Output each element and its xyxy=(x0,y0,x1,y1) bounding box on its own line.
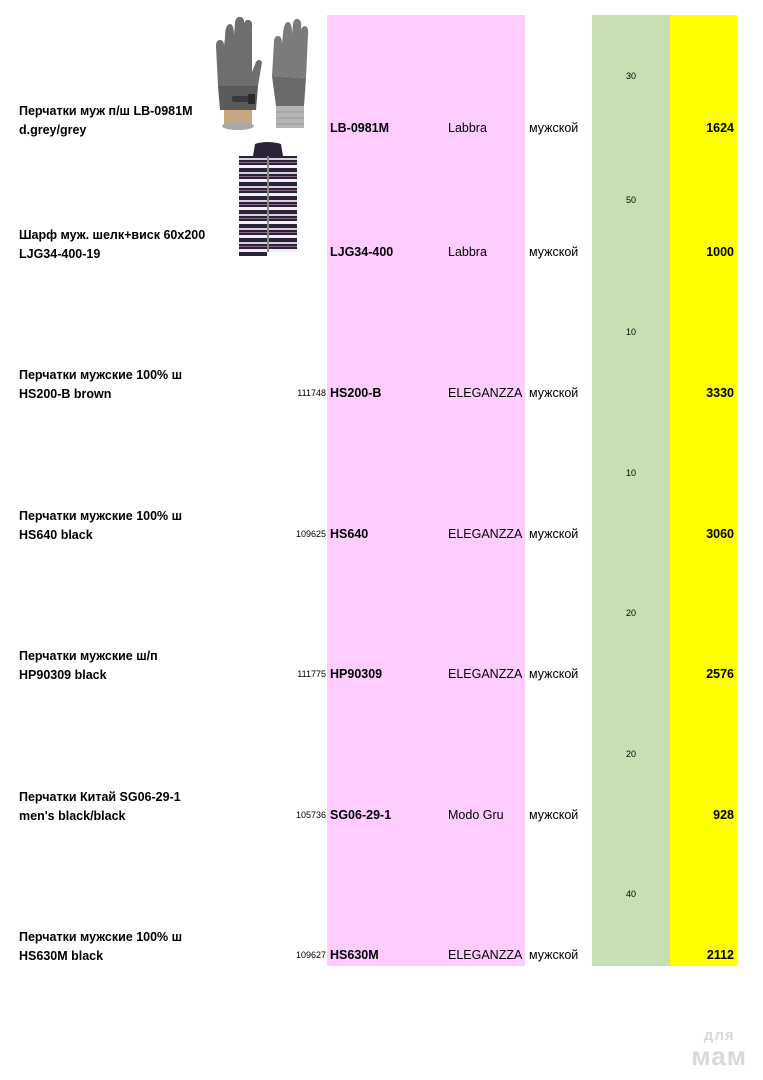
price: 3060 xyxy=(706,527,734,541)
watermark-line2: мам xyxy=(691,1041,747,1071)
scarf-image xyxy=(237,142,299,258)
gender: мужской xyxy=(529,121,579,135)
watermark-line1: для xyxy=(703,1027,735,1044)
gender: мужской xyxy=(529,667,579,681)
quantity: 40 xyxy=(626,889,637,899)
product-name-line1: Перчатки мужские 100% ш xyxy=(19,509,183,523)
brand: Labbra xyxy=(448,121,487,135)
product-id: 109625 xyxy=(295,529,326,539)
product-name-line1: Перчатки мужские 100% ш xyxy=(19,368,183,382)
product-name-line2: HS640 black xyxy=(19,528,93,542)
quantity: 30 xyxy=(626,71,637,81)
brand: ELEGANZZA xyxy=(448,667,523,681)
product-id: 105736 xyxy=(295,810,326,820)
quantity: 10 xyxy=(626,468,637,478)
product-code: SG06-29-1 xyxy=(330,808,392,822)
price: 3330 xyxy=(706,386,734,400)
brand: ELEGANZZA xyxy=(448,386,523,400)
product-name-line1: Перчатки муж п/ш LB-0981M xyxy=(19,104,193,118)
product-name xyxy=(19,788,219,826)
product-id: 109627 xyxy=(295,950,326,960)
quantity: 20 xyxy=(626,608,637,618)
product-code: HP90309 xyxy=(330,667,383,681)
code-column-background xyxy=(327,15,525,966)
product-name xyxy=(19,102,219,140)
price: 2112 xyxy=(706,948,734,962)
product-name-line2: HS630M black xyxy=(19,949,104,963)
brand: ELEGANZZA xyxy=(448,948,523,962)
brand: Modo Gru xyxy=(448,808,504,822)
product-name-line2: d.grey/grey xyxy=(19,123,87,137)
price: 1000 xyxy=(706,245,734,259)
gloves-image xyxy=(212,16,312,134)
product-name-line1: Шарф муж. шелк+виск 60х200 xyxy=(19,228,206,242)
price: 1624 xyxy=(706,121,734,135)
price: 928 xyxy=(713,808,734,822)
product-name-line1: Перчатки мужские 100% ш xyxy=(19,930,183,944)
product-name xyxy=(19,226,219,264)
gender: мужской xyxy=(529,948,579,962)
product-name-line1: Перчатки мужские ш/п xyxy=(19,649,158,663)
product-name xyxy=(19,647,219,685)
product-code: HS640 xyxy=(330,527,369,541)
quantity: 50 xyxy=(626,195,637,205)
price: 2576 xyxy=(706,667,734,681)
product-name-line2: LJG34-400-19 xyxy=(19,247,101,261)
gender: мужской xyxy=(529,245,579,259)
product-name xyxy=(19,366,219,404)
brand: Labbra xyxy=(448,245,487,259)
product-name-line2: HS200-B brown xyxy=(19,387,112,401)
watermark-logo xyxy=(691,1028,747,1069)
gender: мужской xyxy=(529,386,579,400)
product-id: 111775 xyxy=(297,669,326,679)
price-column-background xyxy=(670,15,737,966)
gender: мужской xyxy=(529,527,579,541)
brand: ELEGANZZA xyxy=(448,527,523,541)
product-name-line1: Перчатки Китай SG06-29-1 xyxy=(19,790,181,804)
product-name-line2: HP90309 black xyxy=(19,668,107,682)
product-code: LB-0981M xyxy=(330,121,390,135)
quantity: 10 xyxy=(626,327,637,337)
quantity-column-background xyxy=(592,15,670,966)
product-id: 111748 xyxy=(297,388,326,398)
product-name-line2: men's black/black xyxy=(19,809,126,823)
product-code: HS200-B xyxy=(330,386,382,400)
product-code: LJG34-400 xyxy=(330,245,394,259)
quantity: 20 xyxy=(626,749,637,759)
gender: мужской xyxy=(529,808,579,822)
product-name xyxy=(19,928,219,966)
product-name xyxy=(19,507,219,545)
product-code: HS630M xyxy=(330,948,379,962)
